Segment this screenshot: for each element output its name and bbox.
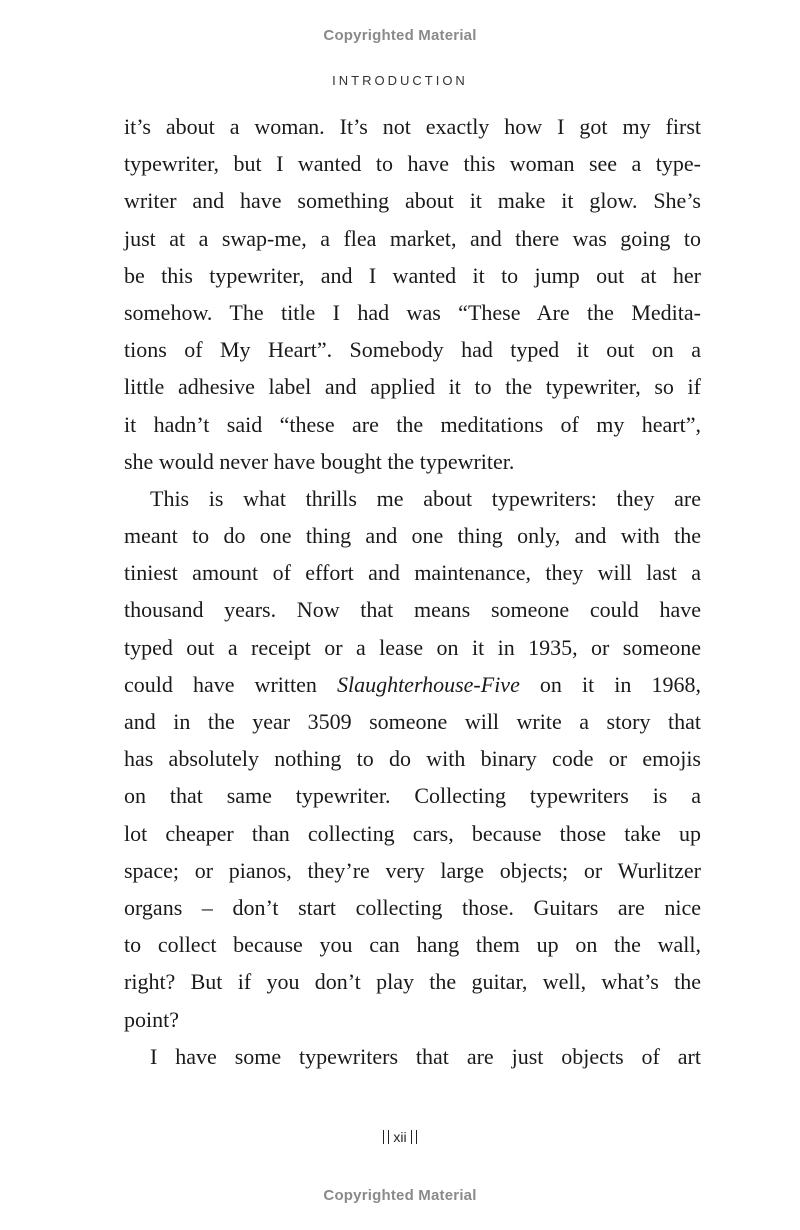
text-line: somehow. The title I had was “These Are the Medita- [124, 299, 701, 325]
text-line: it hadn’t said “these are the meditations of my heart”, [124, 411, 701, 437]
copyright-notice-bottom: Copyrighted Material [323, 1187, 477, 1204]
page-number-text: xii [393, 1129, 407, 1145]
text-line: thousand years. Now that means someone could have [124, 597, 701, 623]
body-text [124, 108, 701, 1075]
text-fragment: could have written [124, 671, 337, 697]
folio-ornament-left [383, 1130, 389, 1144]
text-line: tions of My Heart”. Somebody had typed it out on a [124, 337, 701, 363]
text-line: meant to do one thing and one thing only, and with the [124, 523, 701, 549]
text-line: This is what thrills me about typewriters: they are [150, 485, 701, 511]
text-line: point? [124, 1006, 179, 1032]
text-fragment: on it in 1968, [519, 671, 701, 697]
page-number [0, 1129, 800, 1145]
text-line: she would never have bought the typewriter. [124, 448, 515, 474]
folio-ornament-right [411, 1130, 417, 1144]
book-title: Slaughterhouse-Five [336, 671, 520, 697]
text-line: tiniest amount of effort and maintenance, they will last a [124, 560, 701, 586]
running-head: INTRODUCTION [332, 73, 468, 88]
text-line: I have some typewriters that are just objects of art [150, 1043, 701, 1069]
text-line: space; or pianos, they’re very large objects; or Wurlitzer [124, 857, 701, 883]
text-line: and in the year 3509 someone will write a story that [124, 709, 701, 734]
text-line: be this typewriter, and I wanted it to jump out at her [124, 262, 701, 288]
text-line: writer and have something about it make it glow. She’s [124, 188, 701, 214]
text-line: it’s about a woman. It’s not exactly how I got my first [124, 114, 701, 139]
text-line: little adhesive label and applied it to the typewriter, so if [124, 374, 701, 400]
text-line: organs – don’t start collecting those. Guitars are nice [124, 894, 701, 920]
text-line-with-title [124, 666, 701, 703]
text-line: just at a swap-me, a flea market, and there was going to [124, 225, 701, 251]
text-line: to collect because you can hang them up on the wall, [124, 932, 701, 958]
text-line: typed out a receipt or a lease on it in 1935, or someone [124, 634, 701, 660]
copyright-notice-top: Copyrighted Material [323, 27, 477, 44]
text-line: right? But if you don’t play the guitar, well, what’s the [124, 969, 701, 995]
text-line: on that same typewriter. Collecting typewriters is a [124, 783, 701, 809]
text-line: has absolutely nothing to do with binary code or emojis [124, 746, 701, 772]
text-line: typewriter, but I wanted to have this woman see a type- [124, 151, 701, 177]
text-line: lot cheaper than collecting cars, because those take up [124, 820, 701, 846]
